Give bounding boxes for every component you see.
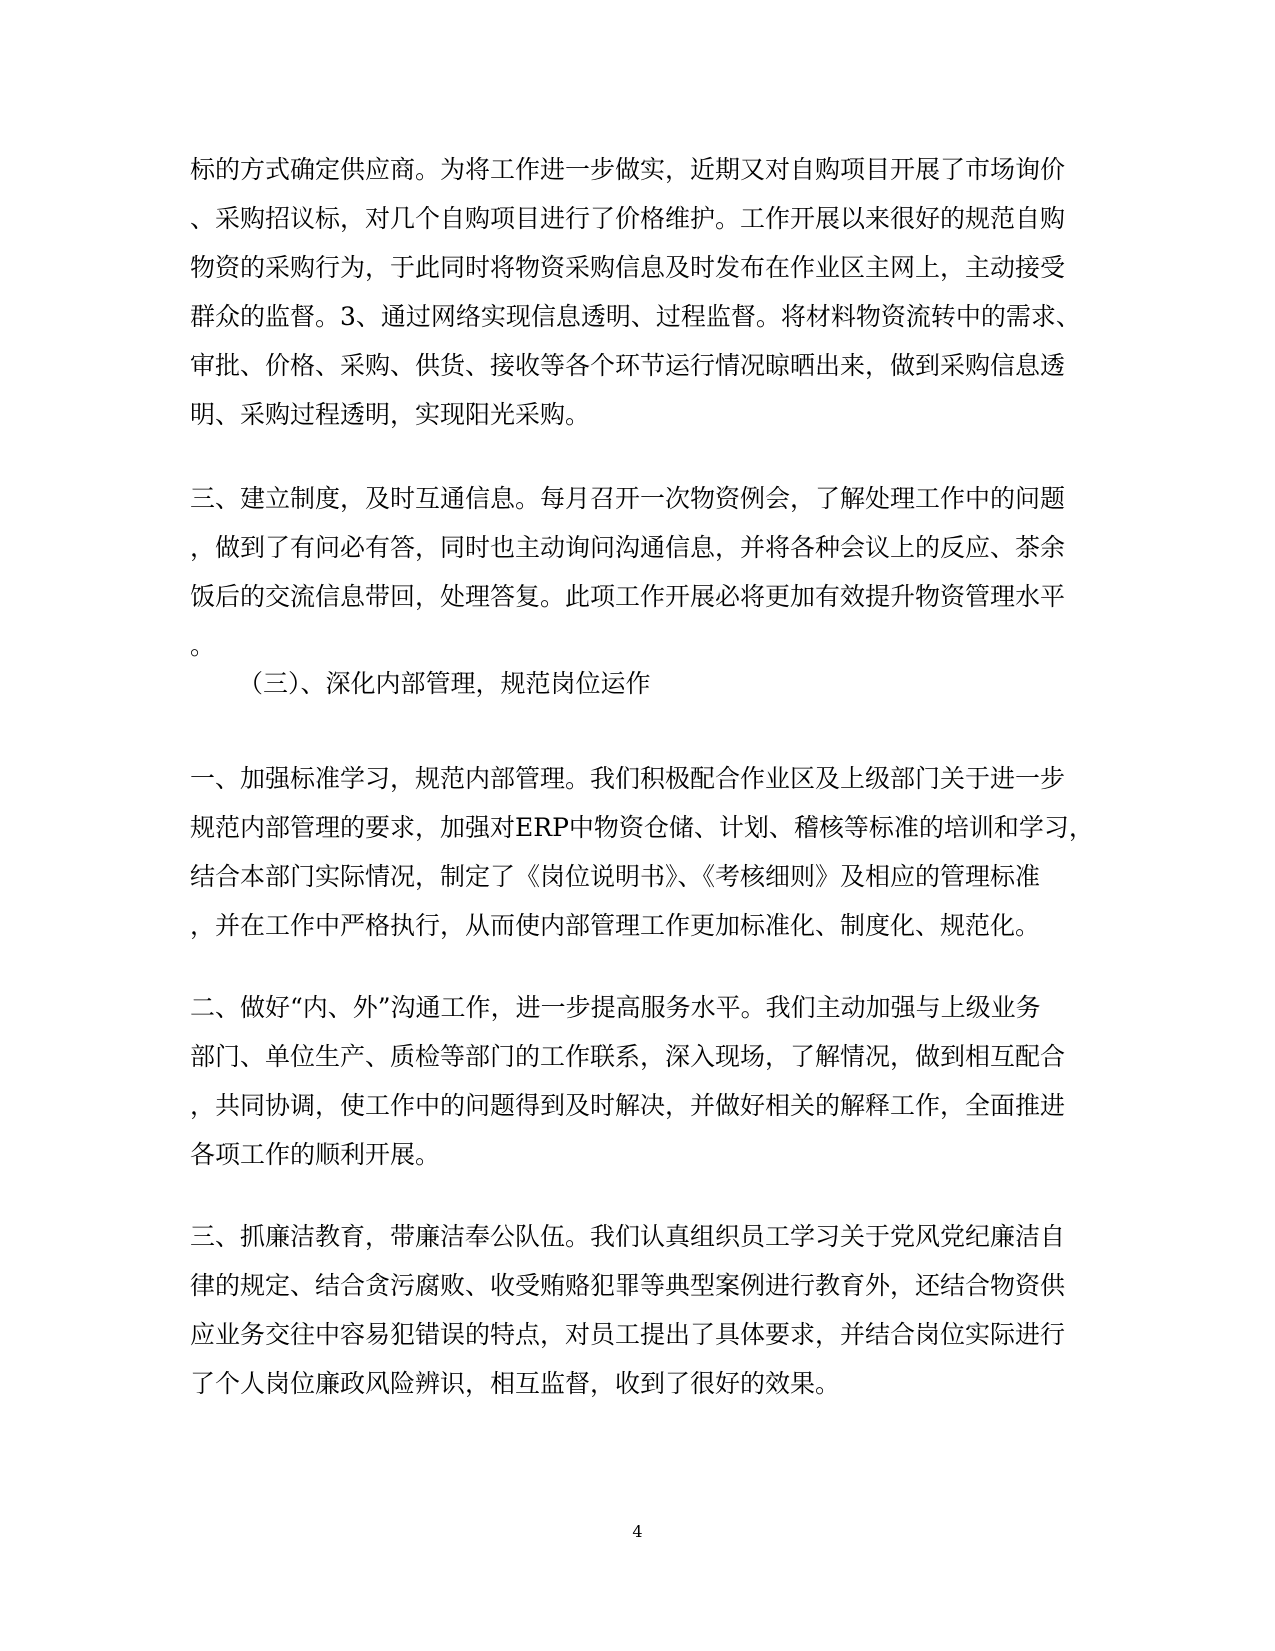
paragraph-supplier-procurement [190,145,1081,439]
text-line: 应业务交往中容易犯错误的特点，对员工提出了具体要求，并结合岗位实际进行 [190,1320,1066,1349]
text-line: 一、加强标准学习，规范内部管理。我们积极配合作业区及上级部门关于进一步 [190,764,1066,793]
text-line: 部门、单位生产、质检等部门的工作联系，深入现场，了解情况，做到相互配合 [190,1042,1066,1071]
text-line: 二、做好“内、外”沟通工作，进一步提高服务水平。我们主动加强与上级业务 [190,993,1041,1022]
text-line: ，并在工作中严格执行，从而使内部管理工作更加标准化、制度化、规范化。 [190,911,1041,940]
paragraph-communication [190,983,1070,1179]
text-line: ，共同协调，使工作中的问题得到及时解决，并做好相关的解释工作，全面推进 [190,1091,1066,1120]
paragraph-standard-learning [190,754,1094,950]
text-line: 三、抓廉洁教育，带廉洁奉公队伍。我们认真组织员工学习关于党风党纪廉洁自 [190,1222,1066,1251]
text-line: 审批、价格、采购、供货、接收等各个环节运行情况晾晒出来，做到采购信息透 [190,351,1066,380]
section-heading: （三）、深化内部管理，规范岗位运作 [238,669,651,698]
text-line: 三、建立制度，及时互通信息。每月召开一次物资例会，了解处理工作中的问题 [190,484,1066,513]
text-line: 规范内部管理的要求，加强对ERP中物资仓储、计划、稽核等标准的培训和学习， [190,813,1094,842]
text-line: 各项工作的顺利开展。 [190,1140,441,1169]
text-line: 饭后的交流信息带回，处理答复。此项工作开展必将更加有效提升物资管理水平 [190,582,1066,611]
text-line: ，做到了有问必有答，同时也主动询问沟通信息，并将各种会议上的反应、茶余 [190,533,1066,562]
text-line: 结合本部门实际情况，制定了《岗位说明书》、《考核细则》及相应的管理标准 [190,862,1041,891]
text-line: 群众的监督。3、通过网络实现信息透明、过程监督。将材料物资流转中的需求、 [190,302,1081,331]
paragraph-integrity-education [190,1212,1070,1408]
text-line: 律的规定、结合贪污腐败、收受贿赂犯罪等典型案例进行教育外，还结合物资供 [190,1271,1066,1300]
text-line: 、采购招议标，对几个自购项目进行了价格维护。工作开展以来很好的规范自购 [190,204,1066,233]
text-line: 标的方式确定供应商。为将工作进一步做实，近期又对自购项目开展了市场询价 [190,155,1066,184]
text-line: 明、采购过程透明，实现阳光采购。 [190,400,591,429]
text-line: 了个人岗位廉政风险辨识，相互监督，收到了很好的效果。 [190,1369,841,1398]
paragraph-establish-system [190,474,1070,670]
text-line: 物资的采购行为，于此同时将物资采购信息及时发布在作业区主网上，主动接受 [190,253,1066,282]
page-number: 4 [632,1522,643,1541]
text-line: 。 [190,631,216,660]
